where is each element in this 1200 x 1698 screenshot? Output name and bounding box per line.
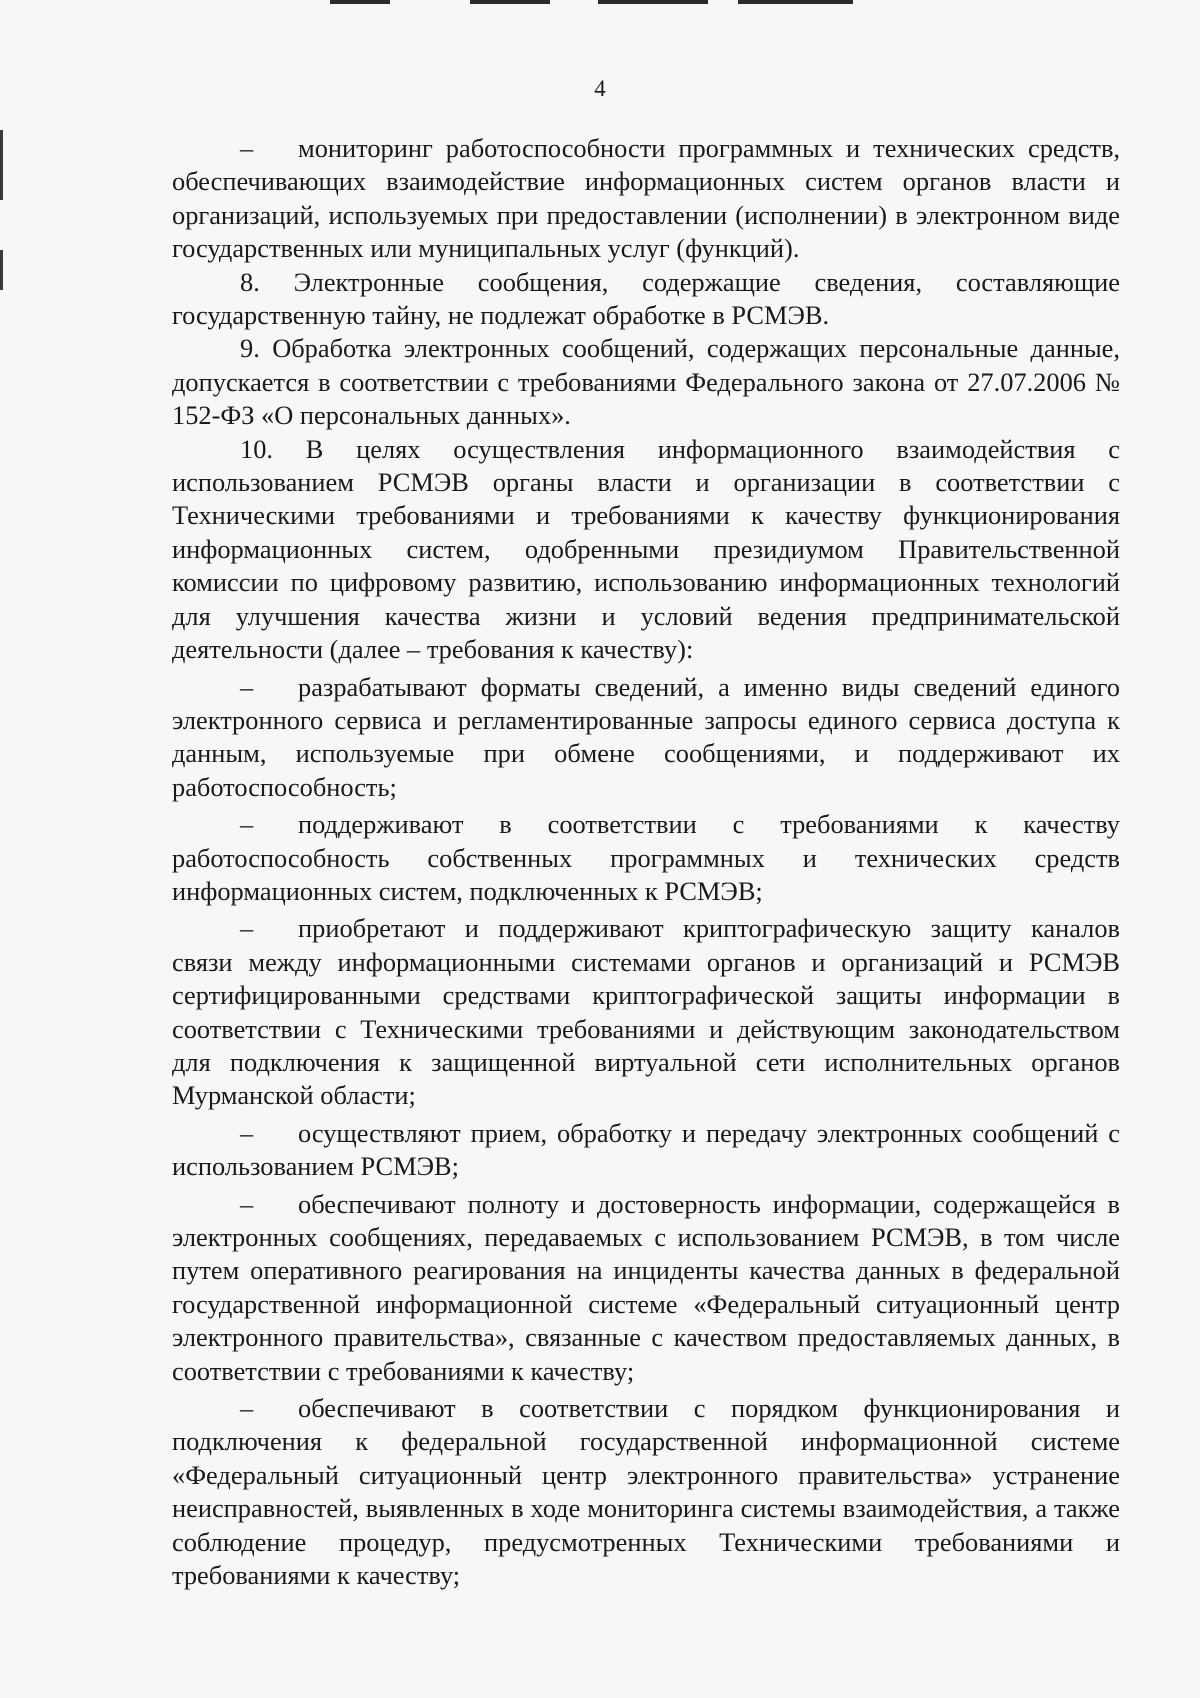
list-item-processing (172, 1117, 1120, 1184)
paragraph-text: поддерживают в соответствии с требованиями к качеству работоспособность собственных программных и технических средств информационных систем, подключенных к РСМЭВ; (172, 809, 1120, 906)
list-item-crypto (172, 912, 1120, 1112)
scan-artifact-top (470, 0, 550, 4)
list-dash: – (240, 1393, 254, 1424)
paragraph-monitoring (172, 132, 1120, 266)
list-dash: – (240, 671, 254, 702)
paragraph-text: 10. В целях осуществления информационного взаимодействия с использованием РСМЭВ органы власти и организации в соответствии с Техническими требованиями и требованиями к качеству функционирования информационных систем, одобренными президиумом Правительственной комиссии по цифровому развитию, использованию информационных технологий для улучшения качества жизни и условий ведения предпринимательской деятельности (далее – требования к качеству): (172, 433, 1120, 665)
list-dash: – (240, 809, 254, 840)
paragraph-text: обеспечивают в соответствии с порядком функционирования и подключения к федеральной государственной информационной системе «Федеральный ситуационный центр электронного правительства» устранение неисправностей, выявленных в ходе мониторинга системы взаимодействия, а также соблюдение процедур, предусмотренных Техническими требованиями и требованиями к качеству; (172, 1393, 1120, 1591)
scan-artifact-left (0, 250, 3, 290)
paragraph-text: обеспечивают полноту и достоверность информации, содержащейся в электронных сообщениях, передаваемых с использованием РСМЭВ, в том числе путем оперативного реагирования на инциденты качества данных в федеральной государственной информационной системе «Федеральный ситуационный центр электронного правительства», связанные с качеством предоставляемых данных, в соответствии с требованиями к качеству; (172, 1188, 1120, 1386)
scan-artifact-top (738, 0, 853, 4)
paragraph-10 (172, 433, 1120, 667)
list-item-troubleshooting (172, 1392, 1120, 1592)
list-item-formats (172, 671, 1120, 805)
document-body (172, 132, 1120, 1592)
paragraph-text: приобретают и поддерживают криптографическую защиту каналов связи между информационными системами органов и организаций и РСМЭВ сертифицированными средствами криптографической защиты информации в соответствии с Техническими требованиями и действующим законодательством для подключения к защищенной виртуальной сети исполнительных органов Мурманской области; (172, 913, 1120, 1111)
list-item-completeness (172, 1188, 1120, 1388)
scan-artifact-top (330, 0, 390, 4)
page-number: 4 (594, 76, 606, 101)
list-dash: – (240, 1188, 254, 1219)
paragraph-text: 8. Электронные сообщения, содержащие сведения, составляющие государственную тайну, не подлежат обработке в РСМЭВ. (172, 266, 1120, 331)
paragraph-text: 9. Обработка электронных сообщений, содержащих персональные данные, допускается в соответствии с требованиями Федерального закона от 27.07.2006 № 152-ФЗ «О персональных данных». (172, 333, 1120, 431)
list-dash: – (240, 133, 254, 163)
scan-artifact-left (0, 130, 3, 200)
list-item-support (172, 808, 1120, 908)
paragraph-9 (172, 332, 1120, 432)
paragraph-text: осуществляют прием, обработку и передачу электронных сообщений с использованием РСМЭВ; (172, 1117, 1120, 1182)
scan-artifact-top (598, 0, 708, 4)
paragraph-text: разрабатывают форматы сведений, а именно виды сведений единого электронного сервиса и регламентированные запросы единого сервиса доступа к данным, используемые при обмене сообщениями, и поддерживают их работоспособность; (172, 671, 1120, 802)
paragraph-text: мониторинг работоспособности программных и технических средств, обеспечивающих взаимодействие информационных систем органов власти и организаций, используемых при предоставлении (исполнении) в электронном виде государственных или муниципальных услуг (функций). (172, 133, 1120, 264)
list-dash: – (240, 913, 254, 944)
list-dash: – (240, 1117, 254, 1148)
paragraph-8 (172, 266, 1120, 333)
